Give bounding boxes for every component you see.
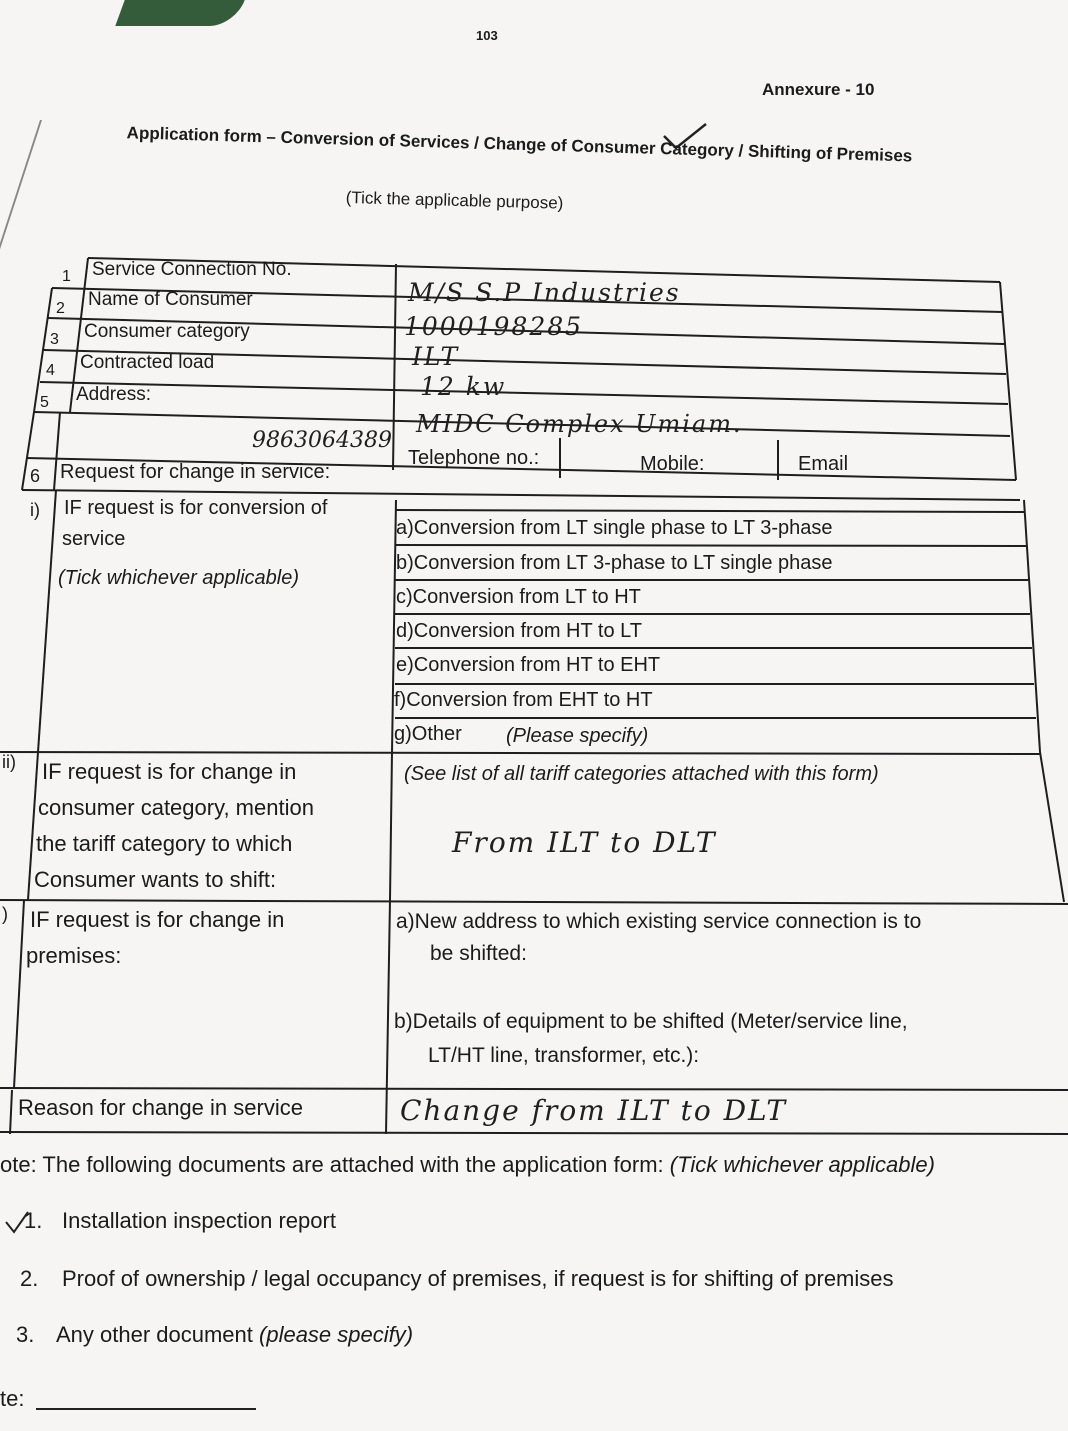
premises-a-line1: a)New address to which existing service connection is to bbox=[396, 910, 922, 933]
row-num-1: 1 bbox=[62, 268, 71, 285]
option-b[interactable]: b)Conversion from LT 3-phase to LT single phase bbox=[396, 552, 833, 574]
label-telephone: Telephone no.: bbox=[408, 447, 540, 469]
hw-load: 12 kw bbox=[420, 372, 507, 401]
conversion-label-hint: (Tick whichever applicable) bbox=[58, 567, 300, 589]
hw-consumer-name: M/S S.P Industries bbox=[408, 278, 681, 307]
row-num-4: 4 bbox=[46, 362, 55, 379]
form-title: Application form – Conversion of Services / Change of Consumer Category / Shifting of Premises bbox=[126, 123, 913, 166]
option-a[interactable]: a)Conversion from LT single phase to LT 3-phase bbox=[396, 517, 833, 539]
premises-a-line2: be shifted: bbox=[430, 942, 527, 965]
category-change-line2: consumer category, mention bbox=[38, 795, 314, 820]
label-mobile: Mobile: bbox=[640, 453, 705, 475]
category-change-line1: IF request is for change in bbox=[42, 759, 297, 784]
doc-1-num: 1. bbox=[24, 1208, 43, 1233]
option-g[interactable]: g)Other bbox=[394, 723, 462, 745]
hw-address: MIDC Complex Umiam. bbox=[416, 410, 743, 438]
option-c[interactable]: c)Conversion from LT to HT bbox=[396, 586, 641, 608]
doc-3-hint: (please specify) bbox=[259, 1322, 414, 1347]
label-service-connection: Service Connection No. bbox=[92, 259, 292, 280]
date-label: te: bbox=[0, 1386, 25, 1411]
conversion-label-line1: IF request is for conversion of bbox=[64, 497, 328, 519]
label-email: Email bbox=[798, 453, 849, 475]
hw-reason: Change from ILT to DLT bbox=[400, 1094, 788, 1127]
doc-2-text: Proof of ownership / legal occupancy of premises, if request is for shifting of premises bbox=[62, 1266, 894, 1291]
row-num-5: 5 bbox=[40, 394, 49, 411]
option-f[interactable]: f)Conversion from EHT to HT bbox=[394, 689, 653, 711]
category-change-num: ii) bbox=[2, 752, 16, 772]
note-text bbox=[0, 1152, 935, 1178]
doc-3-text bbox=[56, 1322, 413, 1348]
premises-label-line2: premises: bbox=[26, 943, 122, 968]
label-contracted-load: Contracted load bbox=[80, 352, 215, 373]
doc-2-num: 2. bbox=[20, 1266, 39, 1291]
page-number: 103 bbox=[476, 28, 498, 43]
conversion-num: i) bbox=[30, 500, 40, 520]
row-num-3: 3 bbox=[50, 331, 59, 348]
row-num-2: 2 bbox=[56, 300, 65, 317]
hw-category: ILT bbox=[412, 342, 460, 371]
premises-num: ) bbox=[2, 904, 8, 924]
label-address: Address: bbox=[76, 384, 151, 405]
category-change-line3: the tariff category to which bbox=[36, 831, 293, 856]
date-line[interactable] bbox=[36, 1408, 256, 1410]
option-e[interactable]: e)Conversion from HT to EHT bbox=[396, 654, 661, 676]
label-consumer-category: Consumer category bbox=[84, 321, 250, 342]
category-change-line4: Consumer wants to shift: bbox=[34, 867, 277, 892]
label-request-change: Request for change in service: bbox=[60, 461, 331, 483]
premises-b-line1: b)Details of equipment to be shifted (Meter/service line, bbox=[394, 1010, 908, 1033]
hw-category-change: From ILT to DLT bbox=[452, 826, 717, 859]
premises-label-line1: IF request is for change in bbox=[30, 907, 285, 932]
hw-connection-no: 1000198285 bbox=[404, 312, 584, 341]
note-prefix: ote: The following documents are attached with the application form: bbox=[0, 1152, 670, 1177]
premises-b-line2: LT/HT line, transformer, etc.): bbox=[428, 1044, 700, 1067]
doc-3-label: Any other document bbox=[56, 1322, 260, 1347]
hw-phone: 9863064389 bbox=[252, 428, 392, 453]
option-g-hint: (Please specify) bbox=[506, 725, 649, 747]
doc-3-num: 3. bbox=[16, 1322, 35, 1347]
label-consumer-name: Name of Consumer bbox=[88, 289, 253, 310]
section-6-num: 6 bbox=[30, 466, 41, 486]
doc-1-text: Installation inspection report bbox=[62, 1208, 336, 1233]
conversion-label-line2: service bbox=[62, 528, 126, 550]
option-d[interactable]: d)Conversion from HT to LT bbox=[396, 620, 643, 642]
tariff-list-hint: (See list of all tariff categories attached with this form) bbox=[404, 763, 879, 785]
annexure-label: Annexure - 10 bbox=[762, 80, 875, 99]
label-reason: Reason for change in service bbox=[18, 1095, 303, 1120]
form-subtitle: (Tick the applicable purpose) bbox=[345, 188, 564, 213]
note-suffix: (Tick whichever applicable) bbox=[669, 1152, 935, 1177]
